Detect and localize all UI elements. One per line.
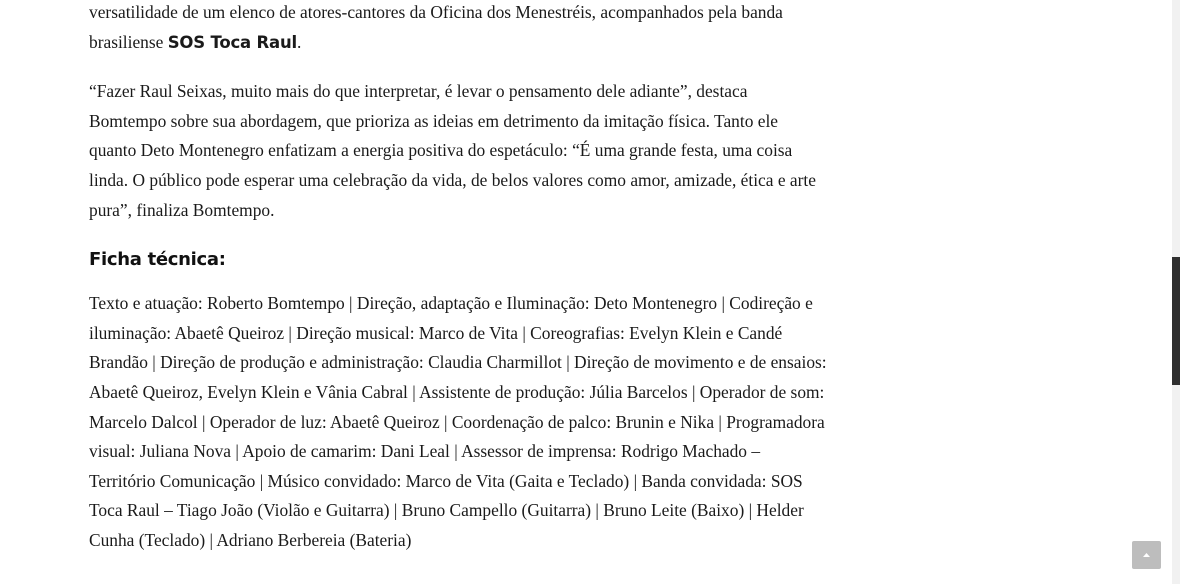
chevron-up-icon (1132, 541, 1161, 569)
paragraph-cast (89, 0, 829, 57)
page-scrollbar[interactable] (1172, 0, 1180, 584)
article-body (89, 0, 829, 576)
scrollbar-thumb[interactable] (1172, 257, 1180, 385)
paragraph-quote: “Fazer Raul Seixas, muito mais do que interpretar, é levar o pensamento dele adiante”, destaca Bomtempo sobre sua abordagem, que prioriza as ideias em detrimento da imitação física. Tanto ele quanto Deto Montenegro enfatizam a energia positiva do espetáculo: “É uma grande festa, uma coisa linda. O público pode esperar uma celebração da vida, de belos valores como amor, amizade, ética e arte pura”, finaliza Bomtempo. (89, 81, 816, 220)
paragraph-cast-suffix: . (296, 31, 302, 52)
back-to-top-button[interactable] (1132, 541, 1161, 569)
section-heading: Ficha técnica: (89, 249, 226, 271)
credits-text: Texto e atuação: Roberto Bomtempo | Direção, adaptação e Iluminação: Deto Montenegro | Codireção e iluminação: Abaetê Queiroz | Direção musical: Marco de Vita | Coreografias: Evelyn Klein e Candé Brandão | Direção de produção e administração: Claudia Charmillot | Direção de movimento e de ensaios: Abaetê Queiroz, Evelyn Klein e Vânia Cabral | Assistente de produção: Júlia Barcelos | Operador de som: Marcelo Dalcol | Operador de luz: Abaetê Queiroz | Coordenação de palco: Brunin e Nika | Programadora visual: Juliana Nova | Apoio de camarim: Dani Leal | Assessor de imprensa: Rodrigo Machado – Território Comunicação | Músico convidado: Marco de Vita (Gaita e Teclado) | Banda convidada: SOS Toca Raul – Tiago João (Violão e Guitarra) | Bruno Campello (Guitarra) | Bruno Leite (Baixo) | Helder Cunha (Teclado) | Adriano Berbereia (Bateria) (89, 293, 827, 550)
paragraph-cast-text: versatilidade de um elenco de atores-cantores da Oficina dos Menestréis, acompanhados pela banda brasiliense (89, 2, 783, 52)
band-name: SOS Toca Raul (167, 32, 297, 52)
